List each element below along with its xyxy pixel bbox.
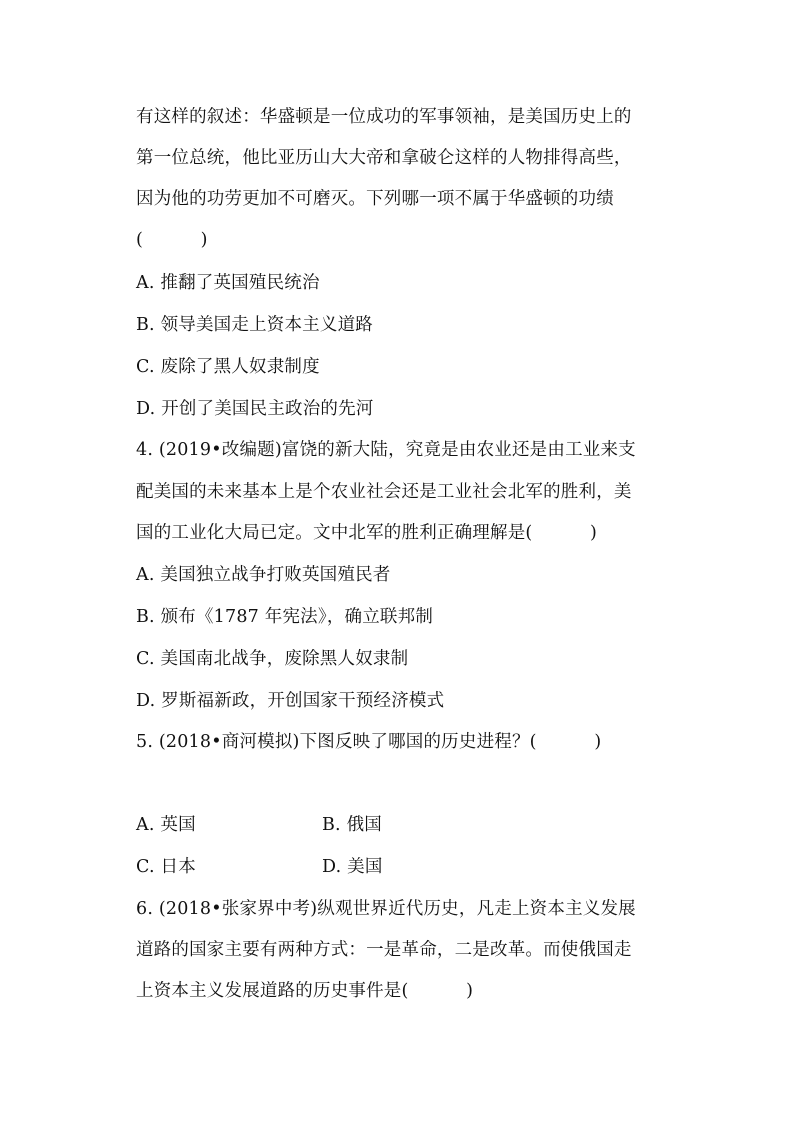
q3-option-c: C. 废除了黑人奴隶制度 — [136, 357, 320, 377]
q3-option-a: A. 推翻了英国殖民统治 — [136, 273, 320, 293]
q3-option-d: D. 开创了美国民主政治的先河 — [136, 399, 374, 419]
q5-options-row-1 — [136, 813, 382, 837]
q4-stem-line-1: 4. (2019•改编题)富饶的新大陆，究竟是由农业还是由工业来支 — [136, 440, 636, 460]
q5-option-d: D. 美国 — [322, 857, 383, 877]
q4-stem-line-2: 配美国的未来基本上是个农业社会还是工业社会北军的胜利，美 — [136, 482, 632, 502]
q6-stem-line-2: 道路的国家主要有两种方式：一是革命，二是改革。而使俄国走 — [136, 940, 632, 960]
q4-option-a: A. 美国独立战争打败英国殖民者 — [136, 565, 391, 585]
q4-option-d: D. 罗斯福新政，开创国家干预经济模式 — [136, 691, 445, 711]
q5-option-a: A. 英国 — [136, 815, 196, 835]
q3-answer-blank: ( ) — [136, 230, 208, 250]
q4-stem-line-3: 国的工业化大局已定。文中北军的胜利正确理解是( ) — [136, 523, 598, 543]
q3-stem-line-1: 有这样的叙述：华盛顿是一位成功的军事领袖，是美国历史上的 — [136, 107, 632, 127]
q5-option-b: B. 俄国 — [322, 815, 382, 835]
q3-option-b: B. 领导美国走上资本主义道路 — [136, 315, 373, 335]
q4-option-c: C. 美国南北战争，废除黑人奴隶制 — [136, 649, 409, 669]
q3-stem-line-2: 第一位总统，他比亚历山大大帝和拿破仑这样的人物排得高些， — [136, 148, 632, 168]
q6-stem-line-1: 6. (2018•张家界中考)纵观世界近代历史，凡走上资本主义发展 — [136, 899, 636, 919]
q5-options-row-2 — [136, 855, 383, 879]
q5-option-c: C. 日本 — [136, 857, 196, 877]
q4-option-b: B. 颁布《1787 年宪法》，确立联邦制 — [136, 607, 434, 627]
q3-stem-line-3: 因为他的功劳更加不可磨灭。下列哪一项不属于华盛顿的功绩 — [136, 189, 614, 209]
q5-stem: 5. (2018•商河模拟)下图反映了哪国的历史进程？( ) — [136, 732, 602, 752]
q6-stem-line-3: 上资本主义发展道路的历史事件是( ) — [136, 981, 474, 1001]
